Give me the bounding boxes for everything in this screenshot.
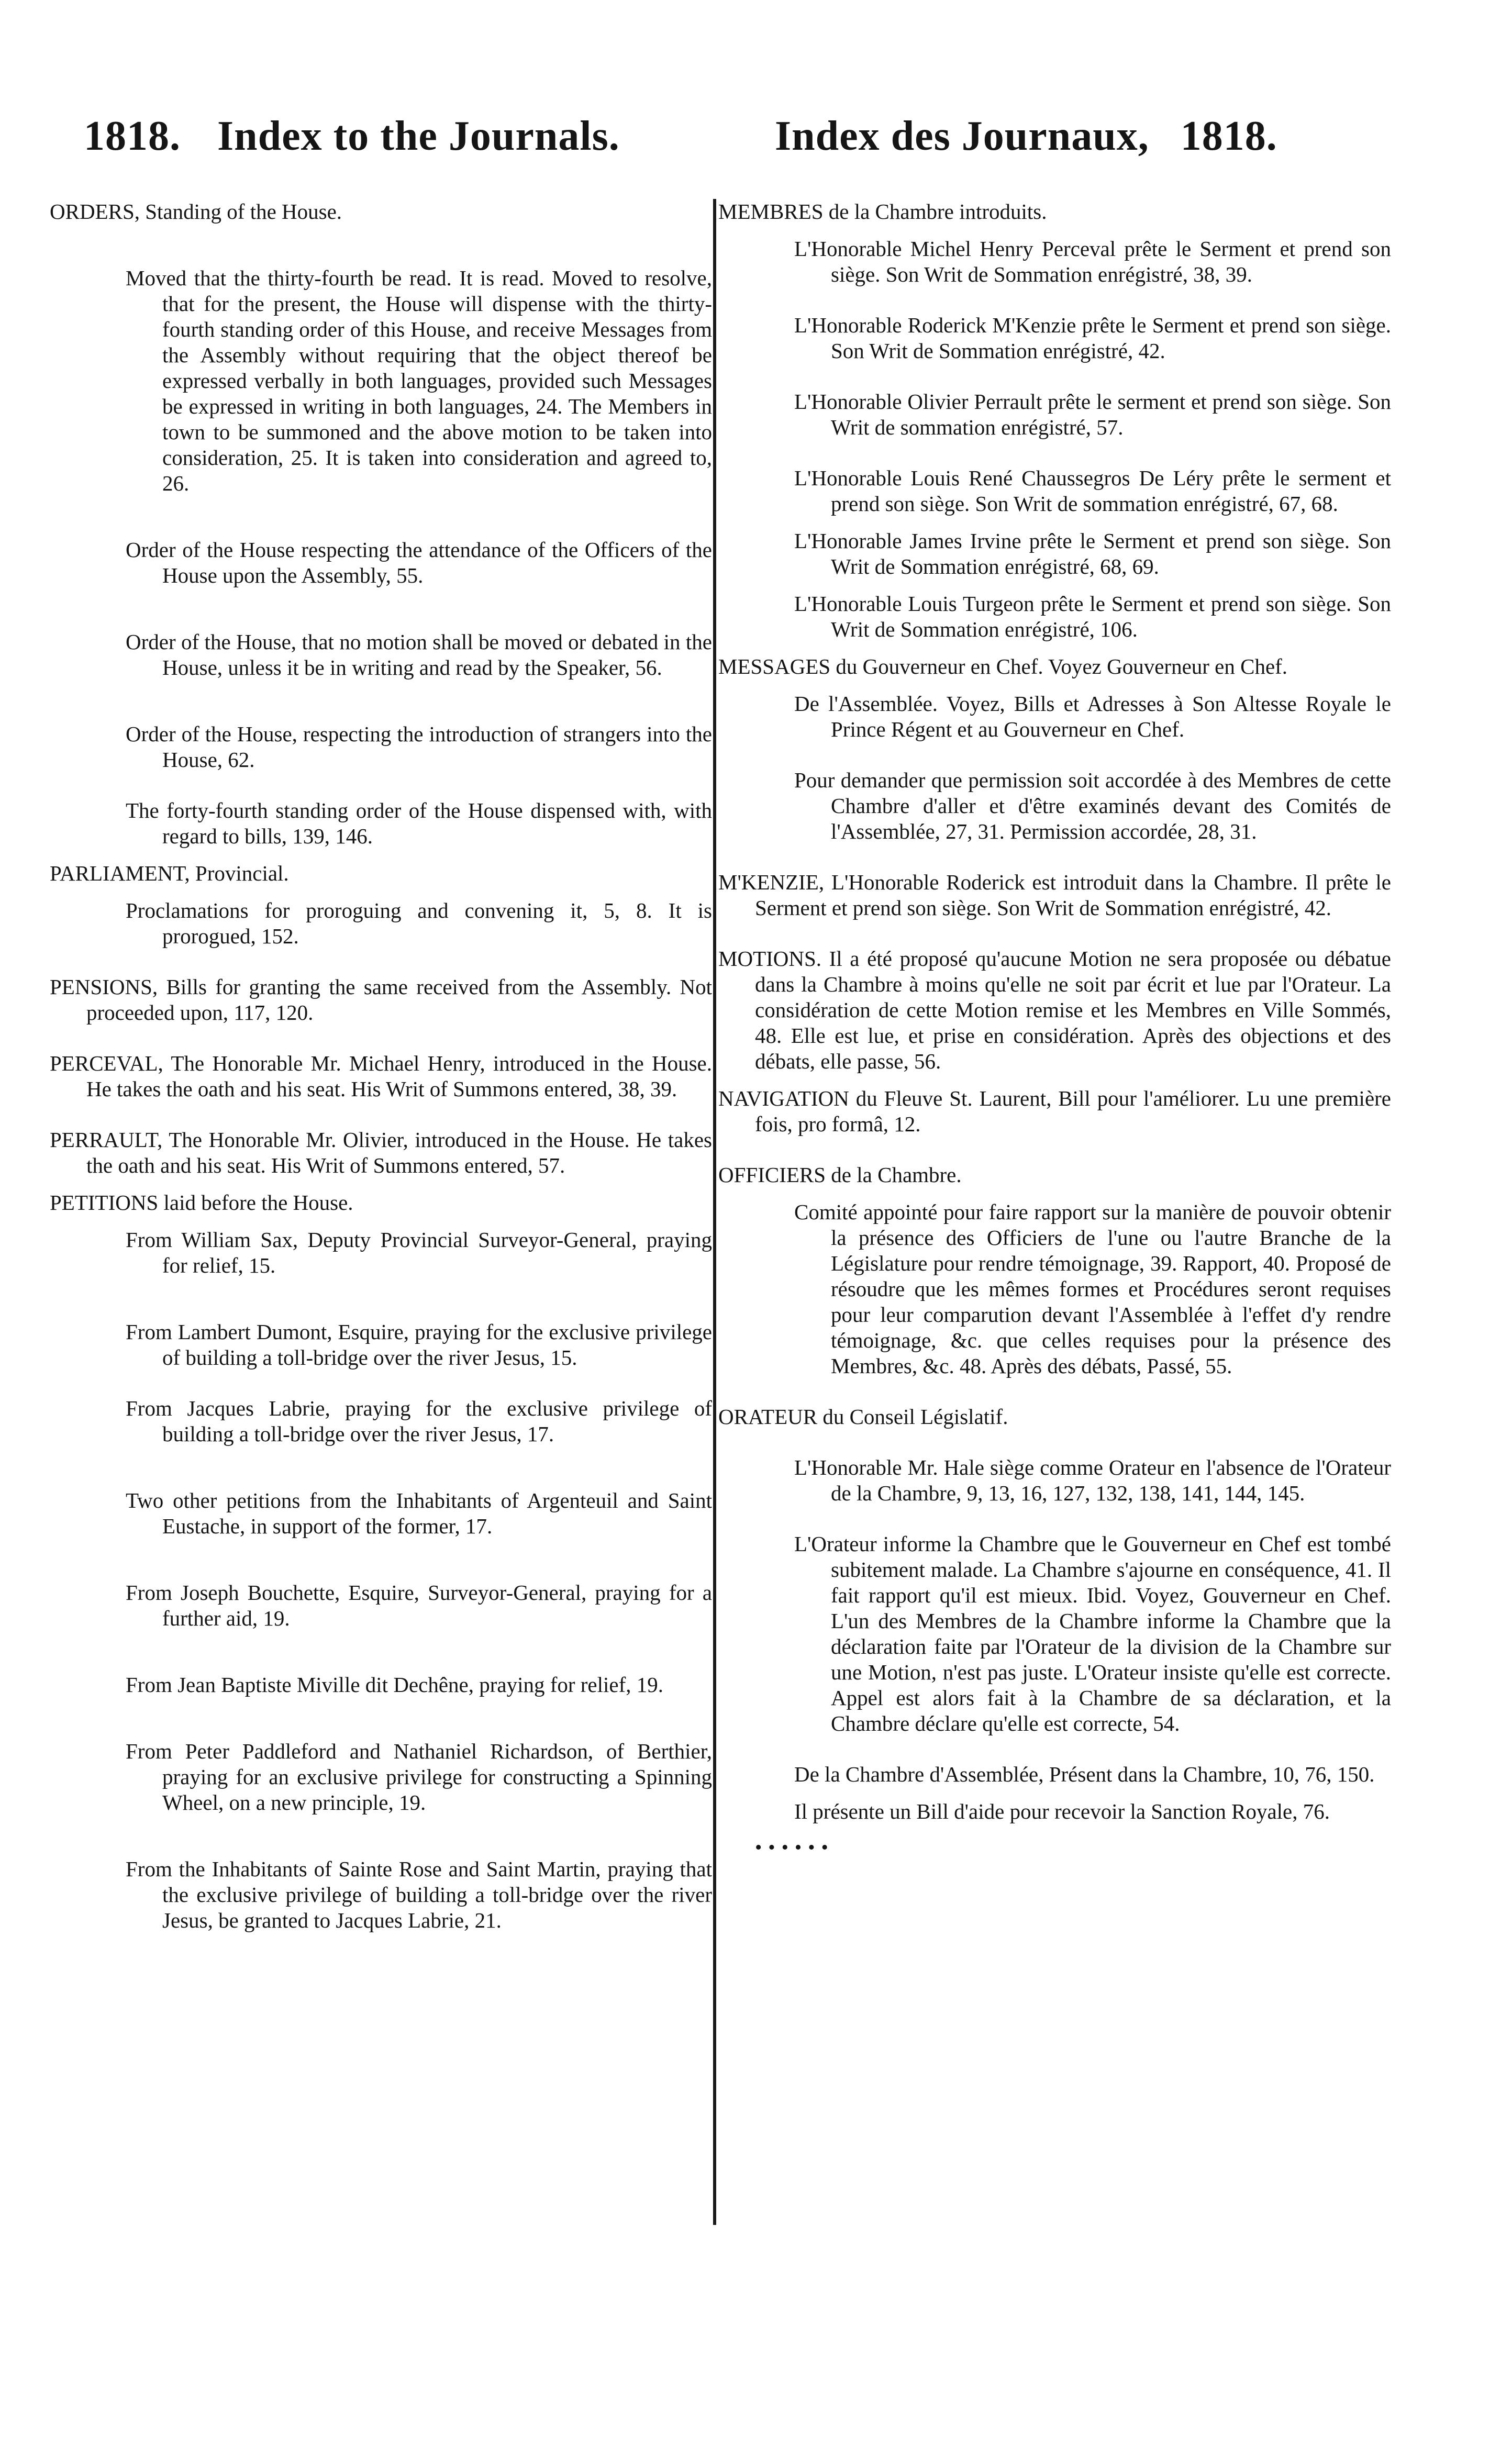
index-entry-petitions <box>50 1190 712 1933</box>
entry-sub-item: Proclamations for proroguing and convening it, 5, 8. It is prorogued, 152. <box>126 898 712 948</box>
entry-sub-item: L'Honorable Mr. Hale siège comme Orateur en l'absence de l'Orateur de la Chambre, 9, 13, 16, 127, 132, 138, 141, 144, 145. <box>794 1455 1391 1505</box>
end-ornament: •••••• <box>755 1836 835 1858</box>
entry-sub-item: Moved that the thirty-fourth be read. It is read. Moved to resolve, that for the present, the House will dispense with the thirty-fourth standing order of this House, and receive Messages from the Assembly without requiring that the object thereof be expressed verbally in both languages, provided such Messages be expressed in writing in both languages, 24. The Members in town to be summoned and the above motion to be taken into consideration, 25. It is taken into consideration and agreed to, 26. <box>126 266 712 495</box>
entry-heading: PERCEVAL, The Honorable Mr. Michael Henry, introduced in the House. He takes the oath and his seat. His Writ of Summons entered, 38, 39. <box>50 1051 712 1101</box>
english-index-column <box>50 199 712 1933</box>
entry-sub-item: Order of the House, respecting the introduction of strangers into the House, 62. <box>126 722 712 772</box>
index-entry-messages <box>718 654 1391 844</box>
index-entry-perrault <box>50 1127 712 1178</box>
entry-sub-item: From Lambert Dumont, Esquire, praying for the exclusive privilege of building a toll-bridge over the river Jesus, 15. <box>126 1320 712 1370</box>
index-entry-orateur <box>718 1404 1391 1824</box>
entry-heading: PENSIONS, Bills for granting the same received from the Assembly. Not proceeded upon, 117, 120. <box>50 975 712 1025</box>
index-entry-mkenzie <box>718 870 1391 921</box>
index-entry-pensions <box>50 974 712 1026</box>
entry-sub-item: L'Honorable James Irvine prête le Serment et prend son siège. Son Writ de Sommation enrégistré, 68, 69. <box>794 529 1391 578</box>
running-head-french <box>775 113 1277 160</box>
entry-heading: MESSAGES du Gouverneur en Chef. Voyez Gouverneur en Chef. <box>718 654 1288 678</box>
entry-sub-item: Comité appointé pour faire rapport sur la manière de pouvoir obtenir la présence des Officiers de l'une ou l'autre Branche de la Législature pour rendre témoignage, 39. Rapport, 40. Proposé de résoudre que les mêmes formes et Procédures seront requises pour leur comparution devant l'Assemblée à l'effet d'y rendre témoignage, &c. que celles requises pour la présence des Membres, &c. 48. Après des débats, Passé, 55. <box>794 1200 1391 1378</box>
entry-sub-item: De la Chambre d'Assemblée, Présent dans la Chambre, 10, 76, 150. <box>794 1762 1375 1786</box>
index-entry-membres <box>718 199 1391 642</box>
page-year-right: 1818. <box>1180 113 1277 159</box>
entry-sub-item: From Peter Paddleford and Nathaniel Richardson, of Berthier, praying for an exclusive privilege for constructing a Spinning Wheel, on a new principle, 19. <box>126 1739 712 1815</box>
entry-heading: ORDERS, Standing of the House. <box>50 199 342 224</box>
entry-sub-item: L'Honorable Roderick M'Kenzie prête le Serment et prend son siège. Son Writ de Sommation enrégistré, 42. <box>794 313 1391 363</box>
entry-heading: NAVIGATION du Fleuve St. Laurent, Bill pour l'améliorer. Lu une première fois, pro formâ, 12. <box>718 1086 1391 1136</box>
entry-sub-item: Pour demander que permission soit accordée à des Membres de cette Chambre d'aller et d'être examinés devant des Comités de l'Assemblée, 27, 31. Permission accordée, 28, 31. <box>794 768 1391 843</box>
entry-heading: ORATEUR du Conseil Législatif. <box>718 1405 1008 1429</box>
entry-sub-item: L'Honorable Louis Turgeon prête le Serment et prend son siège. Son Writ de Sommation enrégistré, 106. <box>794 592 1391 641</box>
entry-sub-item: Two other petitions from the Inhabitants of Argenteuil and Saint Eustache, in support of the former, 17. <box>126 1488 712 1538</box>
page-title-english: Index to the Journals. <box>217 113 620 159</box>
page-year-left: 1818. <box>84 113 181 159</box>
index-entry-officiers <box>718 1162 1391 1379</box>
entry-heading: MEMBRES de la Chambre introduits. <box>718 199 1047 224</box>
entry-heading: OFFICIERS de la Chambre. <box>718 1163 962 1187</box>
entry-sub-item: De l'Assemblée. Voyez, Bills et Adresses à Son Altesse Royale le Prince Régent et au Gouverneur en Chef. <box>794 692 1391 741</box>
entry-sub-item: From Jacques Labrie, praying for the exclusive privilege of building a toll-bridge over the river Jesus, 17. <box>126 1396 712 1446</box>
index-entry-motions <box>718 946 1391 1074</box>
entry-sub-item: From William Sax, Deputy Provincial Surveyor-General, praying for relief, 15. <box>126 1228 712 1277</box>
page-title-french: Index des Journaux, <box>775 113 1149 159</box>
entry-heading: PETITIONS laid before the House. <box>50 1190 353 1215</box>
entry-sub-item: L'Honorable Olivier Perrault prête le serment et prend son siège. Son Writ de sommation enrégistré, 57. <box>794 389 1391 439</box>
entry-sub-item: Order of the House respecting the attendance of the Officers of the House upon the Assembly, 55. <box>126 538 712 587</box>
french-index-column <box>718 199 1391 1861</box>
entry-sub-item: From Jean Baptiste Miville dit Dechêne, praying for relief, 19. <box>126 1673 664 1697</box>
entry-sub-item: L'Orateur informe la Chambre que le Gouverneur en Chef est tombé subitement malade. La Chambre s'ajourne en conséquence, 41. Il fait rapport qu'il est mieux. Ibid. Voyez, Gouverneur en Chef. L'un des Membres de la Chambre informe la Chambre que la déclaration faite par l'Orateur de la division de la Chambre sur une Motion, n'est pas juste. L'Orateur insiste qu'elle est correcte. Appel est alors fait à la Chambre de sa déclaration, et la Chambre déclare qu'elle est correcte, 54. <box>794 1532 1391 1735</box>
index-entry-parliament <box>50 861 712 949</box>
index-entry-orders <box>50 199 712 849</box>
index-entry-perceval <box>50 1051 712 1102</box>
entry-sub-item: The forty-fourth standing order of the House dispensed with, with regard to bills, 139, 146. <box>126 798 712 848</box>
entry-heading: PARLIAMENT, Provincial. <box>50 861 289 885</box>
running-head-english <box>84 113 620 160</box>
index-entry-navigation <box>718 1086 1391 1137</box>
entry-heading: MOTIONS. Il a été proposé qu'aucune Motion ne sera proposée ou débatue dans la Chambre à moins qu'elle ne soit par écrit et lue par l'Orateur. La considération de cette Motion remise et les Membres en Ville Sommés, 48. Elle est lue, et prise en considération. Après des objections et des débats, elle passe, 56. <box>718 947 1391 1073</box>
entry-heading: M'KENZIE, L'Honorable Roderick est introduit dans la Chambre. Il prête le Serment et prend son siège. Son Writ de Sommation enrégistré, 42. <box>718 870 1391 920</box>
entry-sub-item: Il présente un Bill d'aide pour recevoir la Sanction Royale, 76. <box>794 1799 1330 1823</box>
entry-sub-item: L'Honorable Louis René Chaussegros De Léry prête le serment et prend son siège. Son Writ de sommation enrégistré, 67, 68. <box>794 466 1391 516</box>
column-divider <box>713 199 716 2225</box>
entry-sub-item: From Joseph Bouchette, Esquire, Surveyor-General, praying for a further aid, 19. <box>126 1580 712 1630</box>
entry-sub-item: L'Honorable Michel Henry Perceval prête le Serment et prend son siège. Son Writ de Sommation enrégistré, 38, 39. <box>794 237 1391 286</box>
entry-sub-item: From the Inhabitants of Sainte Rose and Saint Martin, praying that the exclusive privilege of building a toll-bridge over the river Jesus, be granted to Jacques Labrie, 21. <box>126 1857 712 1932</box>
entry-heading: PERRAULT, The Honorable Mr. Olivier, introduced in the House. He takes the oath and his seat. His Writ of Summons entered, 57. <box>50 1128 712 1177</box>
entry-sub-item: Order of the House, that no motion shall be moved or debated in the House, unless it be in writing and read by the Speaker, 56. <box>126 630 712 680</box>
